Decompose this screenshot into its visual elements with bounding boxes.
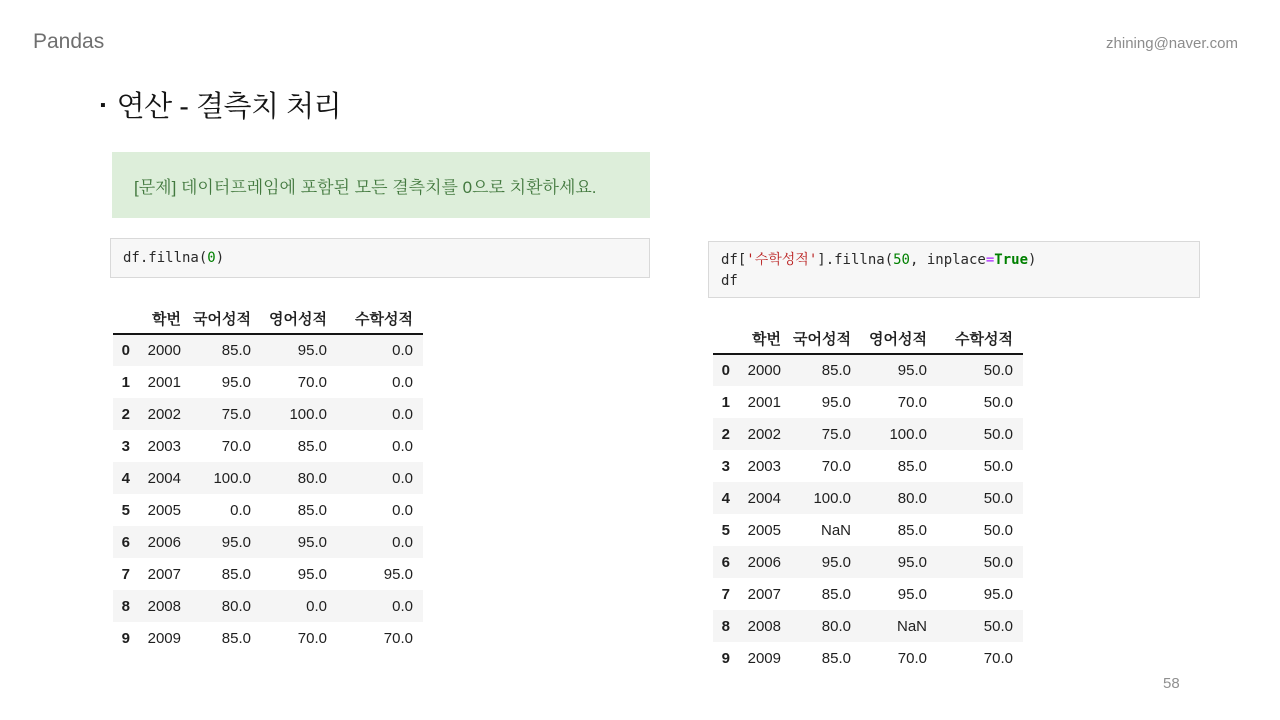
row-index: 2	[721, 425, 730, 443]
row-index: 9	[721, 649, 730, 667]
table-cell: 2005	[747, 521, 781, 539]
table-cell: 95.0	[297, 342, 327, 359]
table-row	[713, 386, 1023, 418]
table-cell: 50.0	[983, 521, 1013, 539]
table-cell: 0.0	[392, 405, 413, 423]
table-cell: 2006	[747, 553, 781, 571]
table-row	[113, 526, 423, 558]
column-header: 수학성적	[937, 323, 1023, 354]
table-cell: 80.0	[897, 489, 927, 507]
table-cell: 80.0	[821, 617, 851, 635]
column-header: 영어성적	[861, 323, 937, 354]
left-dataframe-table	[113, 303, 423, 654]
row-index: 9	[121, 629, 130, 647]
table-cell: 95.0	[821, 393, 851, 411]
table-cell: 50.0	[983, 457, 1013, 475]
left-code-cell	[110, 238, 650, 278]
row-index: 8	[721, 617, 730, 635]
table-cell: 95.0	[897, 362, 927, 379]
table-cell: 85.0	[221, 565, 251, 583]
table-header-row	[113, 303, 423, 334]
table-cell: 95.0	[897, 585, 927, 603]
table-cell: 2003	[147, 437, 181, 455]
table-cell: 2004	[147, 469, 181, 487]
table-cell: 2001	[747, 393, 781, 411]
table-cell: 100.0	[889, 425, 927, 443]
table-cell: 70.0	[897, 393, 927, 411]
table-cell: 0.0	[392, 437, 413, 455]
right-code-cell	[708, 241, 1200, 298]
column-header: 국어성적	[791, 323, 861, 354]
row-index: 3	[721, 457, 730, 475]
table-cell: 100.0	[813, 489, 851, 507]
table-row	[713, 450, 1023, 482]
column-header: 학번	[740, 323, 791, 354]
row-index: 7	[721, 585, 730, 603]
table-row	[113, 622, 423, 654]
row-index: 1	[721, 393, 730, 411]
table-cell: NaN	[896, 617, 927, 635]
table-cell: 80.0	[221, 597, 251, 615]
table-row	[713, 578, 1023, 610]
table-cell: 2007	[147, 565, 181, 583]
table-cell: 85.0	[221, 629, 251, 647]
code-line	[721, 250, 1187, 271]
table-cell: 50.0	[983, 553, 1013, 571]
row-index: 6	[121, 533, 130, 551]
code-line	[721, 271, 1187, 292]
column-header: 국어성적	[191, 303, 261, 334]
table-cell: 2009	[747, 649, 781, 667]
problem-statement-text: [문제] 데이터프레임에 포함된 모든 결측치를 0으로 치환하세요.	[134, 177, 597, 197]
table-cell: 0.0	[306, 597, 327, 615]
table-row	[713, 482, 1023, 514]
problem-statement-box	[112, 152, 650, 218]
table-cell: 2001	[147, 373, 181, 391]
table-cell: 0.0	[392, 342, 413, 359]
column-header: 학번	[140, 303, 191, 334]
code-segment-number: 50	[893, 252, 910, 268]
table-cell: 0.0	[392, 533, 413, 551]
row-index: 4	[121, 469, 130, 487]
table-cell: 50.0	[983, 489, 1013, 507]
table-cell: 85.0	[297, 437, 327, 455]
bullet-square-icon: ▪	[100, 96, 106, 114]
table-row	[113, 366, 423, 398]
table-row	[713, 514, 1023, 546]
table-cell: 70.0	[297, 629, 327, 647]
slide-title	[100, 84, 341, 125]
row-index: 7	[121, 565, 130, 583]
code-segment: )	[1028, 252, 1037, 268]
code-segment: )	[215, 250, 225, 266]
row-index: 8	[121, 597, 130, 615]
table-cell: 70.0	[221, 437, 251, 455]
code-segment-keyword: True	[994, 252, 1028, 268]
table-cell: 2009	[147, 629, 181, 647]
table-row	[113, 558, 423, 590]
index-column-header	[713, 323, 740, 354]
table-cell: 2006	[147, 533, 181, 551]
table-cell: 2003	[747, 457, 781, 475]
table-cell: 95.0	[983, 585, 1013, 603]
row-index: 0	[721, 362, 730, 379]
table-cell: 75.0	[821, 425, 851, 443]
table-header-row	[713, 323, 1023, 354]
table-row	[713, 642, 1023, 674]
table-cell: 50.0	[983, 425, 1013, 443]
code-segment: df.fillna(	[123, 250, 208, 266]
table-row	[113, 590, 423, 622]
code-segment-string: '수학성적'	[746, 252, 818, 268]
table-cell: 100.0	[213, 469, 251, 487]
row-index: 2	[121, 405, 130, 423]
table-cell: 0.0	[392, 597, 413, 615]
index-column-header	[113, 303, 140, 334]
table-cell: 2007	[747, 585, 781, 603]
table-row	[113, 494, 423, 526]
table-cell: 95.0	[383, 565, 413, 583]
table-row	[713, 418, 1023, 450]
right-dataframe-table	[713, 323, 1023, 674]
table-cell: 70.0	[821, 457, 851, 475]
table-cell: 85.0	[821, 649, 851, 667]
row-index: 6	[721, 553, 730, 571]
table-cell: 2000	[747, 362, 781, 379]
table-cell: 70.0	[383, 629, 413, 647]
table-cell: 2008	[747, 617, 781, 635]
page-number: 58	[1163, 675, 1180, 692]
row-index: 0	[121, 342, 130, 359]
table-cell: 95.0	[297, 565, 327, 583]
table-cell: 100.0	[289, 405, 327, 423]
column-header: 수학성적	[337, 303, 423, 334]
slide-header-brand: Pandas	[33, 30, 105, 53]
row-index: 4	[721, 489, 730, 507]
table-cell: 2005	[147, 501, 181, 519]
table-cell: 0.0	[230, 501, 251, 519]
table-row	[113, 334, 423, 366]
code-line	[123, 249, 637, 267]
table-cell: 95.0	[897, 553, 927, 571]
table-cell: 50.0	[983, 393, 1013, 411]
table-cell: 85.0	[297, 501, 327, 519]
table-row	[113, 462, 423, 494]
row-index: 3	[121, 437, 130, 455]
table-cell: 85.0	[897, 457, 927, 475]
code-segment: , inplace	[909, 252, 986, 268]
table-cell: 0.0	[392, 469, 413, 487]
table-cell: 50.0	[983, 617, 1013, 635]
table-cell: 95.0	[221, 373, 251, 391]
row-index: 5	[121, 501, 130, 519]
table-cell: 2004	[747, 489, 781, 507]
table-cell: NaN	[820, 521, 851, 539]
table-row	[713, 546, 1023, 578]
code-segment: df[	[721, 252, 747, 268]
table-row	[713, 610, 1023, 642]
table-cell: 2000	[147, 342, 181, 359]
table-cell: 50.0	[983, 362, 1013, 379]
author-email: zhining@naver.com	[1106, 35, 1238, 52]
slide-title-text: 연산 - 결측치 처리	[116, 91, 342, 123]
table-cell: 0.0	[392, 501, 413, 519]
table-cell: 95.0	[297, 533, 327, 551]
table-cell: 80.0	[297, 469, 327, 487]
code-segment-operator: =	[985, 252, 995, 268]
table-row	[713, 354, 1023, 386]
code-segment: df	[721, 273, 738, 289]
table-cell: 70.0	[983, 649, 1013, 667]
table-row	[113, 430, 423, 462]
code-segment: ].fillna(	[817, 252, 894, 268]
table-cell: 70.0	[897, 649, 927, 667]
table-cell: 85.0	[821, 585, 851, 603]
table-cell: 85.0	[897, 521, 927, 539]
table-cell: 0.0	[392, 373, 413, 391]
code-segment-number: 0	[207, 250, 216, 266]
table-cell: 85.0	[221, 342, 251, 359]
table-cell: 95.0	[221, 533, 251, 551]
table-row	[113, 398, 423, 430]
table-cell: 85.0	[821, 362, 851, 379]
table-cell: 2002	[747, 425, 781, 443]
column-header: 영어성적	[261, 303, 337, 334]
table-cell: 2008	[147, 597, 181, 615]
row-index: 1	[121, 373, 130, 391]
table-cell: 95.0	[821, 553, 851, 571]
row-index: 5	[721, 521, 730, 539]
table-cell: 70.0	[297, 373, 327, 391]
table-cell: 2002	[147, 405, 181, 423]
table-cell: 75.0	[221, 405, 251, 423]
